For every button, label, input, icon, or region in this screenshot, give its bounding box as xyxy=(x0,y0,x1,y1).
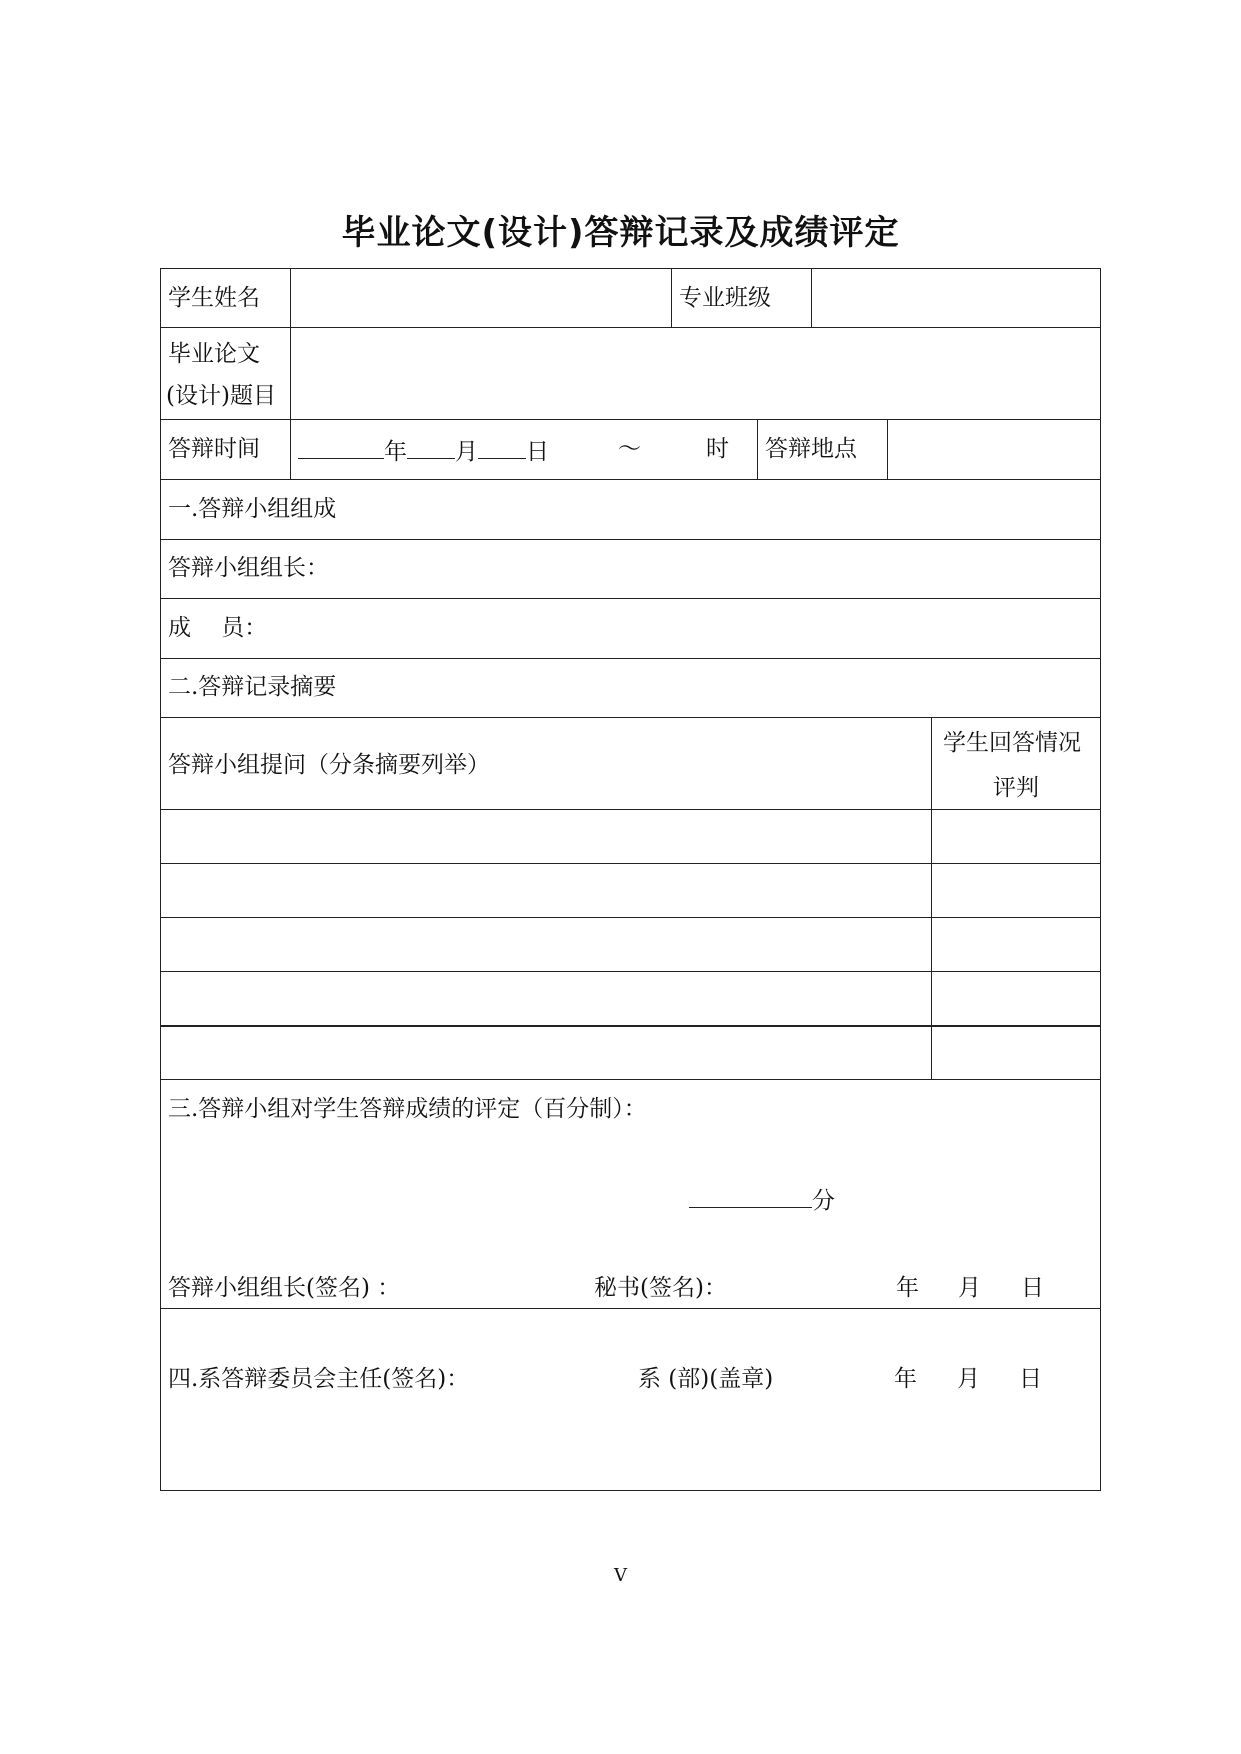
section2-title: 二.答辩记录摘要 xyxy=(168,674,337,700)
questions-header: 答辩小组提问（分条摘要列举） xyxy=(168,752,490,778)
row-divider xyxy=(161,809,1100,810)
col-divider xyxy=(671,269,672,327)
time-hour-unit: 时 xyxy=(706,436,729,462)
leader-sign-label: 答辩小组组长(签名) ： xyxy=(168,1275,401,1301)
student-name-label: 学生姓名 xyxy=(168,285,260,311)
seal-date-day: 日 xyxy=(1019,1366,1042,1392)
row-divider xyxy=(161,598,1100,599)
seal-date-month: 月 xyxy=(957,1366,980,1392)
answers-header-line2: 评判 xyxy=(993,775,1039,801)
col-divider xyxy=(887,419,888,479)
row-divider xyxy=(161,419,1100,420)
section1-title: 一.答辩小组组成 xyxy=(168,496,337,522)
row-divider xyxy=(161,1079,1100,1080)
page-number: V xyxy=(614,1565,627,1586)
row-divider xyxy=(161,658,1100,659)
sign-date-month: 月 xyxy=(958,1275,981,1301)
row-divider xyxy=(161,327,1100,328)
row-divider xyxy=(161,539,1100,540)
major-class-label: 专业班级 xyxy=(679,285,771,311)
section3-title: 三.答辩小组对学生答辩成绩的评定（百分制）： xyxy=(168,1096,647,1122)
row-divider xyxy=(161,1308,1100,1309)
thesis-title-field[interactable] xyxy=(292,329,1099,418)
defense-date-field[interactable] xyxy=(298,434,549,467)
page-title: 毕业论文(设计)答辩记录及成绩评定 xyxy=(341,213,900,253)
members-label: 成 员： xyxy=(168,615,268,641)
group-leader-label: 答辩小组组长： xyxy=(168,555,329,581)
row-divider xyxy=(161,971,1100,972)
section4-director-label: 四.系答辩委员会主任(签名)： xyxy=(168,1366,470,1392)
col-divider xyxy=(757,419,758,479)
row-divider xyxy=(161,717,1100,718)
year-unit: 年 xyxy=(384,439,407,465)
sign-date-day: 日 xyxy=(1021,1275,1044,1301)
row-divider xyxy=(161,863,1100,864)
defense-time-label: 答辩时间 xyxy=(168,436,260,462)
secretary-sign-label: 秘书(签名)： xyxy=(594,1275,727,1301)
sign-date-year: 年 xyxy=(896,1275,919,1301)
row-divider xyxy=(161,1025,1100,1027)
thesis-title-label-line1: 毕业论文 xyxy=(168,341,260,367)
answers-header-line1: 学生回答情况 xyxy=(943,730,1081,756)
col-divider xyxy=(931,717,932,1079)
row-divider xyxy=(161,479,1100,480)
score-blank[interactable] xyxy=(689,1183,812,1208)
year-blank[interactable] xyxy=(298,434,384,459)
col-divider xyxy=(290,269,291,479)
defense-place-field[interactable] xyxy=(889,421,1099,478)
month-blank[interactable] xyxy=(407,434,455,459)
defense-record-form xyxy=(160,268,1101,1491)
thesis-title-label-line2: (设计)题目 xyxy=(166,383,276,409)
day-blank[interactable] xyxy=(478,434,526,459)
month-unit: 月 xyxy=(455,439,478,465)
student-name-field[interactable] xyxy=(292,270,670,326)
row-divider xyxy=(161,917,1100,918)
dept-seal-label: 系 (部)(盖章) xyxy=(638,1366,774,1392)
score-unit: 分 xyxy=(812,1188,835,1214)
defense-place-label: 答辩地点 xyxy=(765,436,857,462)
day-unit: 日 xyxy=(526,439,549,465)
col-divider xyxy=(811,269,812,327)
seal-date-year: 年 xyxy=(894,1366,917,1392)
major-class-field[interactable] xyxy=(813,270,1099,326)
time-tilde: ～ xyxy=(618,436,641,462)
score-field[interactable] xyxy=(689,1183,835,1216)
